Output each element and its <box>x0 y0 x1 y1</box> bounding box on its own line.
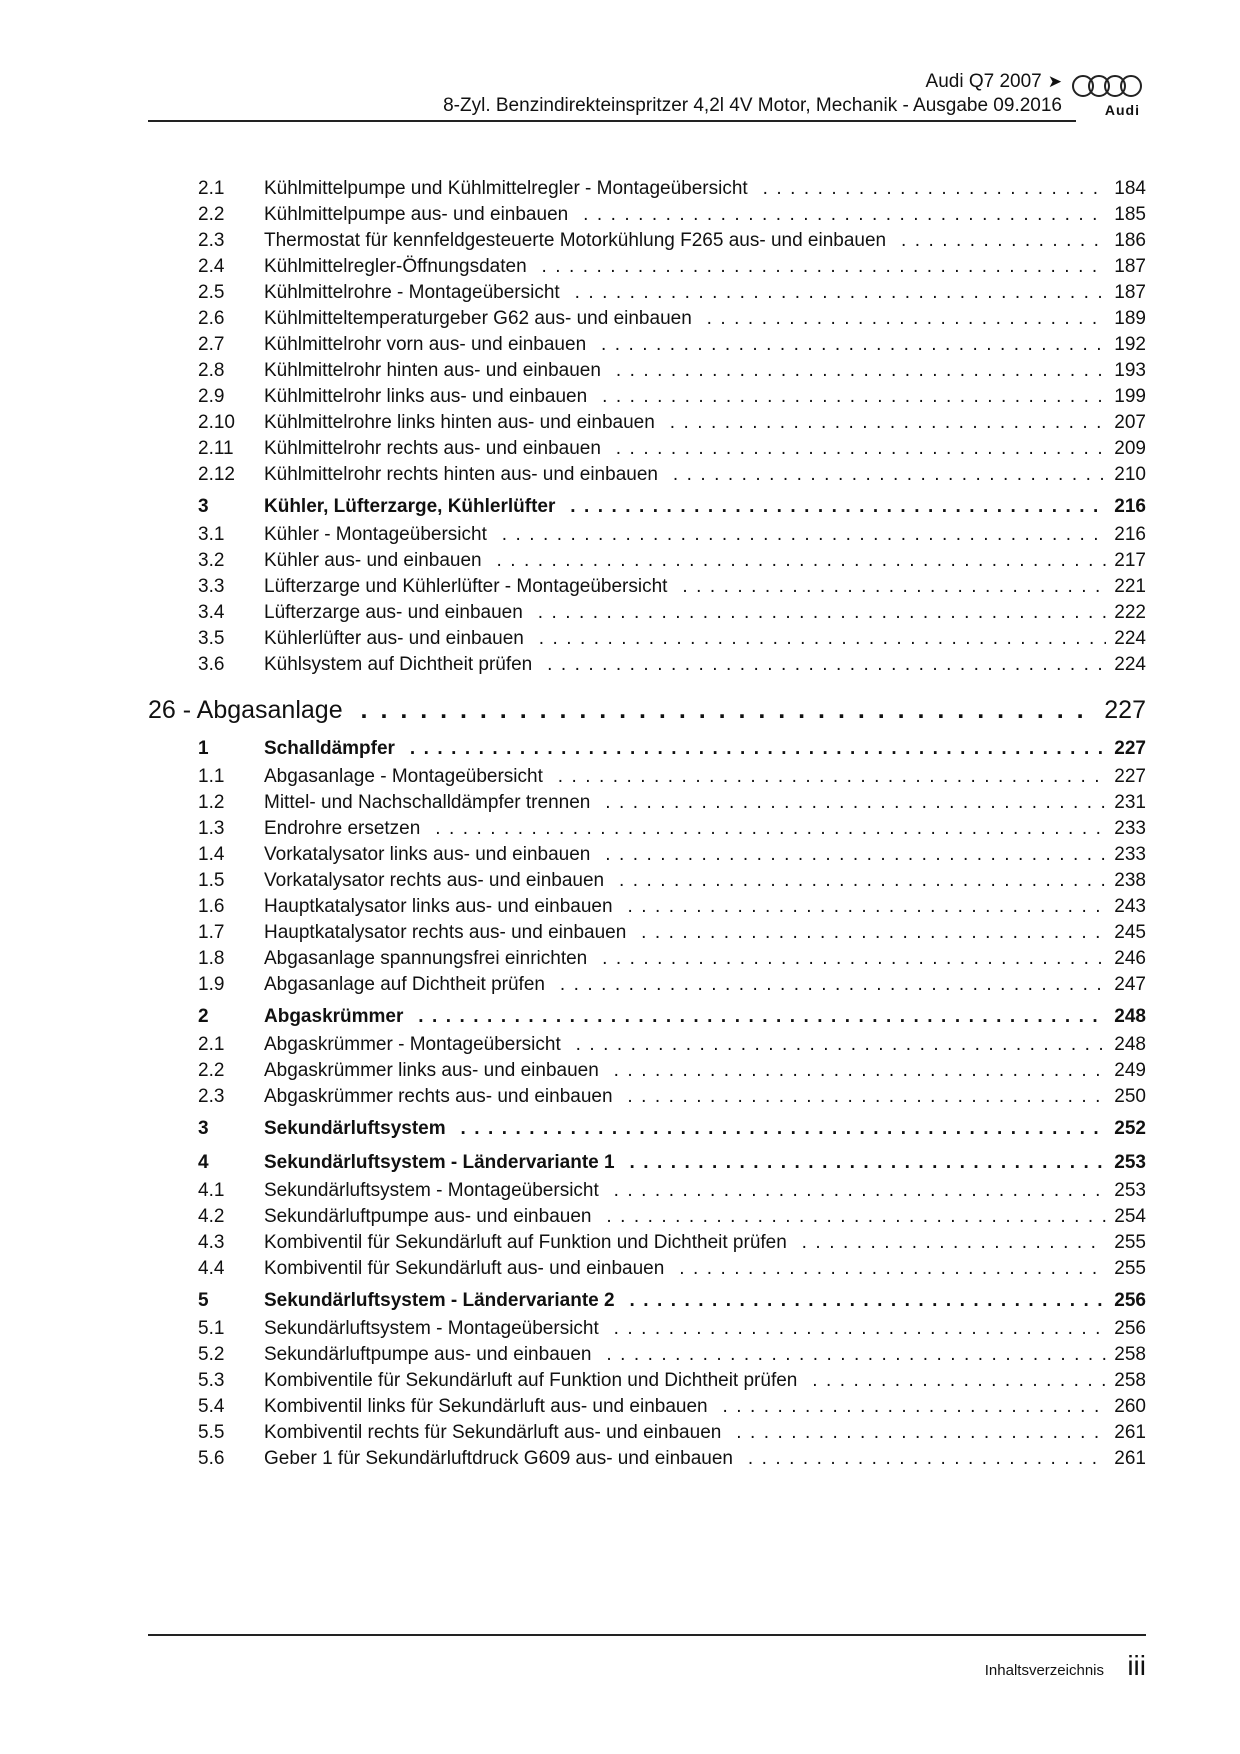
toc-entry-title: Kühler, Lüfterzarge, Kühlerlüfter <box>264 496 563 517</box>
toc-entry-title: Geber 1 für Sekundärluftdruck G609 aus- und einbauen <box>264 1448 741 1469</box>
toc-entry-page: 185 <box>1106 202 1146 228</box>
toc-entry-number: 2.9 <box>198 386 225 407</box>
toc-dot-leader <box>264 734 1146 764</box>
toc-entry[interactable] <box>148 1420 1146 1446</box>
toc-entry[interactable] <box>148 548 1146 574</box>
toc-dot-leader <box>264 652 1146 678</box>
toc-entry-title: Lüfterzarge aus- und einbauen <box>264 602 531 623</box>
toc-dot-leader <box>264 1058 1146 1084</box>
toc-entry-page: 227 <box>1106 764 1146 790</box>
toc-dot-leader <box>264 1342 1146 1368</box>
toc-entry[interactable] <box>148 1342 1146 1368</box>
toc-dot-leader <box>264 1394 1146 1420</box>
toc-entry-number: 2.7 <box>198 334 225 355</box>
toc-entry[interactable] <box>148 436 1146 462</box>
toc-entry-page: 256 <box>1106 1286 1146 1316</box>
toc-entry[interactable] <box>148 790 1146 816</box>
toc-entry-title: Abgasanlage spannungsfrei einrichten <box>264 948 595 969</box>
toc-dot-leader <box>264 894 1146 920</box>
toc-entry-title: Kühlmittelrohre links hinten aus- und einbauen <box>264 412 663 433</box>
toc-entry-title: Hauptkatalysator rechts aus- und einbauen <box>264 922 634 943</box>
toc-entry-title: Kühlmittelrohr rechts aus- und einbauen <box>264 438 609 459</box>
toc-entry-page: 252 <box>1106 1114 1146 1144</box>
toc-dot-leader <box>264 626 1146 652</box>
toc-entry[interactable] <box>148 868 1146 894</box>
toc-entry-title: Kühlmittelpumpe und Kühlmittelregler - Montageübersicht <box>264 178 756 199</box>
toc-entry-page: 255 <box>1106 1256 1146 1282</box>
toc-entry-page: 227 <box>1096 690 1146 730</box>
toc-entry-page: 221 <box>1106 574 1146 600</box>
toc-entry-page: 189 <box>1106 306 1146 332</box>
toc-entry-page: 209 <box>1106 436 1146 462</box>
toc-entry-title: Kombiventile für Sekundärluft auf Funktion und Dichtheit prüfen <box>264 1370 805 1391</box>
toc-entry[interactable] <box>148 1178 1146 1204</box>
toc-dot-leader <box>264 1420 1146 1446</box>
toc-entry-number: 1.2 <box>198 792 225 813</box>
toc-entry[interactable] <box>148 1256 1146 1282</box>
toc-entry-page: 224 <box>1106 626 1146 652</box>
toc-entry-page: 222 <box>1106 600 1146 626</box>
toc-entry-number: 5.6 <box>198 1448 225 1469</box>
toc-entry-title: Kombiventil für Sekundärluft aus- und einbauen <box>264 1258 672 1279</box>
toc-dot-leader <box>148 690 1146 730</box>
toc-dot-leader <box>264 280 1146 306</box>
toc-entry-number: 5.4 <box>198 1396 225 1417</box>
toc-entry-title: Sekundärluftsystem - Montageübersicht <box>264 1180 607 1201</box>
toc-entry-number: 3.1 <box>198 524 225 545</box>
toc-entry-page: 216 <box>1106 492 1146 522</box>
toc-dot-leader <box>264 492 1146 522</box>
toc-entry-title: Abgaskrümmer rechts aus- und einbauen <box>264 1086 621 1107</box>
toc-entry-page: 253 <box>1106 1148 1146 1178</box>
toc-dot-leader <box>264 1032 1146 1058</box>
toc-dot-leader <box>264 842 1146 868</box>
toc-entry-number: 3.3 <box>198 576 225 597</box>
toc-entry-number: 2.6 <box>198 308 225 329</box>
toc-entry-title: Kombiventil rechts für Sekundärluft aus- und einbauen <box>264 1422 729 1443</box>
toc-entry[interactable] <box>148 1032 1146 1058</box>
toc-entry-page: 258 <box>1106 1342 1146 1368</box>
toc-entry-number: 3.4 <box>198 602 225 623</box>
toc-entry-title: Kühlmittelrohr rechts hinten aus- und einbauen <box>264 464 666 485</box>
toc-entry-page: 254 <box>1106 1204 1146 1230</box>
toc-entry-title: Sekundärluftsystem - Ländervariante 2 <box>264 1290 623 1311</box>
toc-dot-leader <box>264 410 1146 436</box>
toc-entry-number: 1.1 <box>198 766 225 787</box>
toc-entry[interactable] <box>148 1446 1146 1472</box>
toc-entry-number: 2.2 <box>198 204 225 225</box>
toc-entry-number: 2.1 <box>198 1034 225 1055</box>
toc-entry[interactable] <box>148 384 1146 410</box>
toc-entry[interactable] <box>148 972 1146 998</box>
toc-entry-page: 248 <box>1106 1002 1146 1032</box>
toc-entry-number: 4.3 <box>198 1232 225 1253</box>
toc-entry[interactable] <box>148 410 1146 436</box>
toc-entry-page: 227 <box>1106 734 1146 764</box>
toc-dot-leader <box>264 1286 1146 1316</box>
toc-entry-number: 5.1 <box>198 1318 225 1339</box>
toc-section-heading[interactable] <box>148 492 1146 522</box>
toc-section-heading[interactable] <box>148 1286 1146 1316</box>
audi-wordmark: Audi <box>1104 102 1140 118</box>
toc-entry-page: 258 <box>1106 1368 1146 1394</box>
toc-entry-page: 245 <box>1106 920 1146 946</box>
page-header <box>148 70 1146 126</box>
toc-dot-leader <box>264 332 1146 358</box>
toc-entry-title: Kühlmittelrohr hinten aus- und einbauen <box>264 360 609 381</box>
toc-dot-leader <box>264 764 1146 790</box>
toc-dot-leader <box>264 228 1146 254</box>
toc-dot-leader <box>264 1148 1146 1178</box>
toc-entry-page: 187 <box>1106 254 1146 280</box>
toc-entry-number: 4 <box>198 1152 209 1173</box>
toc-entry[interactable] <box>148 574 1146 600</box>
toc-entry[interactable] <box>148 652 1146 678</box>
toc-entry-number: 1.9 <box>198 974 225 995</box>
toc-entry-number: 1.5 <box>198 870 225 891</box>
toc-entry-number: 4.4 <box>198 1258 225 1279</box>
toc-entry-title: Sekundärluftsystem - Ländervariante 1 <box>264 1152 623 1173</box>
toc-entry[interactable] <box>148 842 1146 868</box>
toc-dot-leader <box>264 790 1146 816</box>
toc-entry-number: 2.3 <box>198 230 225 251</box>
toc-entry-title: Kühlmittelpumpe aus- und einbauen <box>264 204 576 225</box>
toc-entry[interactable] <box>148 1316 1146 1342</box>
toc-dot-leader <box>264 1178 1146 1204</box>
toc-entry[interactable] <box>148 280 1146 306</box>
toc-entry-number: 2.3 <box>198 1086 225 1107</box>
toc-entry-title: Abgaskrümmer <box>264 1006 411 1027</box>
toc-entry-title: Kühlmittelrohr vorn aus- und einbauen <box>264 334 594 355</box>
toc-entry-number: 2.10 <box>198 412 235 433</box>
toc-entry-page: 246 <box>1106 946 1146 972</box>
toc-entry[interactable] <box>148 202 1146 228</box>
toc-entry-page: 184 <box>1106 176 1146 202</box>
page-footer <box>148 1634 1146 1684</box>
toc-entry-number: 5.5 <box>198 1422 225 1443</box>
toc-entry-page: 256 <box>1106 1316 1146 1342</box>
toc-section-heading[interactable] <box>148 1148 1146 1178</box>
toc-dot-leader <box>264 176 1146 202</box>
toc-entry[interactable] <box>148 764 1146 790</box>
page-number: iii <box>1127 1650 1146 1681</box>
toc-entry[interactable] <box>148 1058 1146 1084</box>
header-rule <box>148 120 1076 122</box>
toc-entry-number: 2.1 <box>198 178 225 199</box>
toc-entry-page: 231 <box>1106 790 1146 816</box>
toc-dot-leader <box>264 816 1146 842</box>
toc-entry-number: 3 <box>198 1118 209 1139</box>
toc-dot-leader <box>264 972 1146 998</box>
toc-dot-leader <box>264 254 1146 280</box>
toc-entry[interactable] <box>148 1368 1146 1394</box>
toc-entry-page: 247 <box>1106 972 1146 998</box>
toc-entry-number: 1 <box>198 738 209 759</box>
toc-entry-page: 238 <box>1106 868 1146 894</box>
toc-entry[interactable] <box>148 306 1146 332</box>
toc-entry-page: 253 <box>1106 1178 1146 1204</box>
toc-entry-page: 186 <box>1106 228 1146 254</box>
toc-dot-leader <box>264 1316 1146 1342</box>
toc-dot-leader <box>264 306 1146 332</box>
toc-dot-leader <box>264 1446 1146 1472</box>
toc-entry-title: Lüfterzarge und Kühlerlüfter - Montageübersicht <box>264 576 675 597</box>
toc-entry-title: Kombiventil links für Sekundärluft aus- und einbauen <box>264 1396 716 1417</box>
toc-entry[interactable] <box>148 358 1146 384</box>
toc-entry-page: 249 <box>1106 1058 1146 1084</box>
toc-dot-leader <box>264 202 1146 228</box>
toc-dot-leader <box>264 946 1146 972</box>
toc-dot-leader <box>264 1368 1146 1394</box>
toc-entry[interactable] <box>148 228 1146 254</box>
toc-dot-leader <box>264 1114 1146 1144</box>
toc-entry-number: 3.5 <box>198 628 225 649</box>
toc-entry-page: 217 <box>1106 548 1146 574</box>
footer-rule <box>148 1634 1146 1636</box>
toc-entry-number: 2.11 <box>198 438 234 459</box>
toc-dot-leader <box>264 548 1146 574</box>
toc-entry[interactable] <box>148 946 1146 972</box>
toc-entry-number: 2.8 <box>198 360 225 381</box>
toc-entry-title: Kühlsystem auf Dichtheit prüfen <box>264 654 540 675</box>
toc-entry-page: 233 <box>1106 816 1146 842</box>
toc-chapter-heading[interactable] <box>148 690 1146 730</box>
toc-entry-page: 261 <box>1106 1420 1146 1446</box>
toc-dot-leader <box>264 522 1146 548</box>
toc-entry-title: Vorkatalysator links aus- und einbauen <box>264 844 598 865</box>
toc-entry-title: Endrohre ersetzen <box>264 818 428 839</box>
toc-dot-leader <box>264 436 1146 462</box>
toc-entry-title: Abgasanlage - Montageübersicht <box>264 766 551 787</box>
toc-entry-title: Abgasanlage auf Dichtheit prüfen <box>264 974 553 995</box>
toc-dot-leader <box>264 1256 1146 1282</box>
toc-dot-leader <box>264 1002 1146 1032</box>
toc-entry-title: Sekundärluftsystem - Montageübersicht <box>264 1318 607 1339</box>
toc-dot-leader <box>264 384 1146 410</box>
toc-entry-page: 199 <box>1106 384 1146 410</box>
toc-entry[interactable] <box>148 1204 1146 1230</box>
manual-subtitle: 8-Zyl. Benzindirekteinspritzer 4,2l 4V Motor, Mechanik - Ausgabe 09.2016 <box>443 95 1062 116</box>
toc-entry-number: 3.2 <box>198 550 225 571</box>
toc-section-heading[interactable] <box>148 1002 1146 1032</box>
toc-entry-page: 255 <box>1106 1230 1146 1256</box>
toc-section-heading[interactable] <box>148 734 1146 764</box>
toc-section-heading[interactable] <box>148 1114 1146 1144</box>
toc-entry-title: Abgaskrümmer links aus- und einbauen <box>264 1060 607 1081</box>
toc-entry-title: Kombiventil für Sekundärluft auf Funktion und Dichtheit prüfen <box>264 1232 795 1253</box>
toc-dot-leader <box>264 1230 1146 1256</box>
footer-section-label: Inhaltsverzeichnis <box>984 1662 1104 1679</box>
toc-dot-leader <box>264 868 1146 894</box>
toc-entry[interactable] <box>148 1084 1146 1110</box>
toc-entry[interactable] <box>148 600 1146 626</box>
toc-dot-leader <box>264 1084 1146 1110</box>
toc-entry-page: 187 <box>1106 280 1146 306</box>
toc-entry-number: 5.3 <box>198 1370 225 1391</box>
toc-entry[interactable] <box>148 522 1146 548</box>
toc-entry[interactable] <box>148 920 1146 946</box>
toc-entry-number: 5.2 <box>198 1344 225 1365</box>
toc-entry-number: 2.4 <box>198 256 225 277</box>
toc-entry-title: Kühlmitteltemperaturgeber G62 aus- und einbauen <box>264 308 700 329</box>
toc-entry-title: 26 - Abgasanlage <box>148 696 351 724</box>
toc-entry-number: 1.8 <box>198 948 225 969</box>
toc-entry-title: Kühlmittelrohr links aus- und einbauen <box>264 386 595 407</box>
toc-entry-page: 224 <box>1106 652 1146 678</box>
toc-entry[interactable] <box>148 332 1146 358</box>
toc-entry-title: Sekundärluftpumpe aus- und einbauen <box>264 1206 599 1227</box>
toc-entry-title: Kühlmittelrohre - Montageübersicht <box>264 282 568 303</box>
table-of-contents <box>148 176 1146 1472</box>
toc-entry-title: Kühler aus- und einbauen <box>264 550 490 571</box>
toc-entry-page: 243 <box>1106 894 1146 920</box>
toc-entry-number: 1.3 <box>198 818 225 839</box>
toc-dot-leader <box>264 600 1146 626</box>
toc-entry-page: 207 <box>1106 410 1146 436</box>
toc-dot-leader <box>264 358 1146 384</box>
header-text <box>443 70 1062 118</box>
toc-entry-title: Thermostat für kennfeldgesteuerte Motorkühlung F265 aus- und einbauen <box>264 230 894 251</box>
toc-entry[interactable] <box>148 176 1146 202</box>
toc-entry-page: 260 <box>1106 1394 1146 1420</box>
toc-entry[interactable] <box>148 254 1146 280</box>
toc-entry-number: 5 <box>198 1290 209 1311</box>
toc-entry-title: Sekundärluftpumpe aus- und einbauen <box>264 1344 599 1365</box>
toc-entry-number: 2 <box>198 1006 209 1027</box>
toc-entry[interactable] <box>148 626 1146 652</box>
toc-entry-title: Schalldämpfer <box>264 738 403 759</box>
toc-entry-title: Vorkatalysator rechts aus- und einbauen <box>264 870 612 891</box>
toc-entry-title: Sekundärluftsystem <box>264 1118 454 1139</box>
toc-entry-page: 193 <box>1106 358 1146 384</box>
toc-entry-title: Kühler - Montageübersicht <box>264 524 495 545</box>
toc-entry-title: Hauptkatalysator links aus- und einbauen <box>264 896 621 917</box>
toc-entry-number: 1.7 <box>198 922 225 943</box>
toc-entry-number: 4.1 <box>198 1180 225 1201</box>
toc-dot-leader <box>264 574 1146 600</box>
toc-dot-leader <box>264 1204 1146 1230</box>
toc-entry[interactable] <box>148 1230 1146 1256</box>
toc-entry-number: 1.4 <box>198 844 225 865</box>
toc-entry-number: 2.2 <box>198 1060 225 1081</box>
toc-entry[interactable] <box>148 816 1146 842</box>
toc-entry-title: Kühlmittelregler-Öffnungsdaten <box>264 256 535 277</box>
toc-entry-title: Abgaskrümmer - Montageübersicht <box>264 1034 569 1055</box>
toc-dot-leader <box>264 462 1146 488</box>
toc-entry-page: 250 <box>1106 1084 1146 1110</box>
toc-entry-page: 248 <box>1106 1032 1146 1058</box>
toc-entry-page: 233 <box>1106 842 1146 868</box>
toc-entry-number: 2.12 <box>198 464 235 485</box>
toc-entry[interactable] <box>148 1394 1146 1420</box>
toc-entry-page: 210 <box>1106 462 1146 488</box>
toc-entry-page: 216 <box>1106 522 1146 548</box>
toc-entry[interactable] <box>148 894 1146 920</box>
toc-entry-number: 4.2 <box>198 1206 225 1227</box>
vehicle-title: Audi Q7 2007 <box>925 71 1042 92</box>
toc-entry-number: 1.6 <box>198 896 225 917</box>
toc-entry-title: Kühlerlüfter aus- und einbauen <box>264 628 532 649</box>
toc-entry-number: 2.5 <box>198 282 225 303</box>
toc-entry-number: 3.6 <box>198 654 225 675</box>
arrow-icon: ➤ <box>1047 72 1062 91</box>
toc-entry-page: 261 <box>1106 1446 1146 1472</box>
toc-entry-title: Mittel- und Nachschalldämpfer trennen <box>264 792 598 813</box>
toc-dot-leader <box>264 920 1146 946</box>
toc-entry-page: 192 <box>1106 332 1146 358</box>
toc-entry-number: 3 <box>198 496 209 517</box>
toc-entry[interactable] <box>148 462 1146 488</box>
